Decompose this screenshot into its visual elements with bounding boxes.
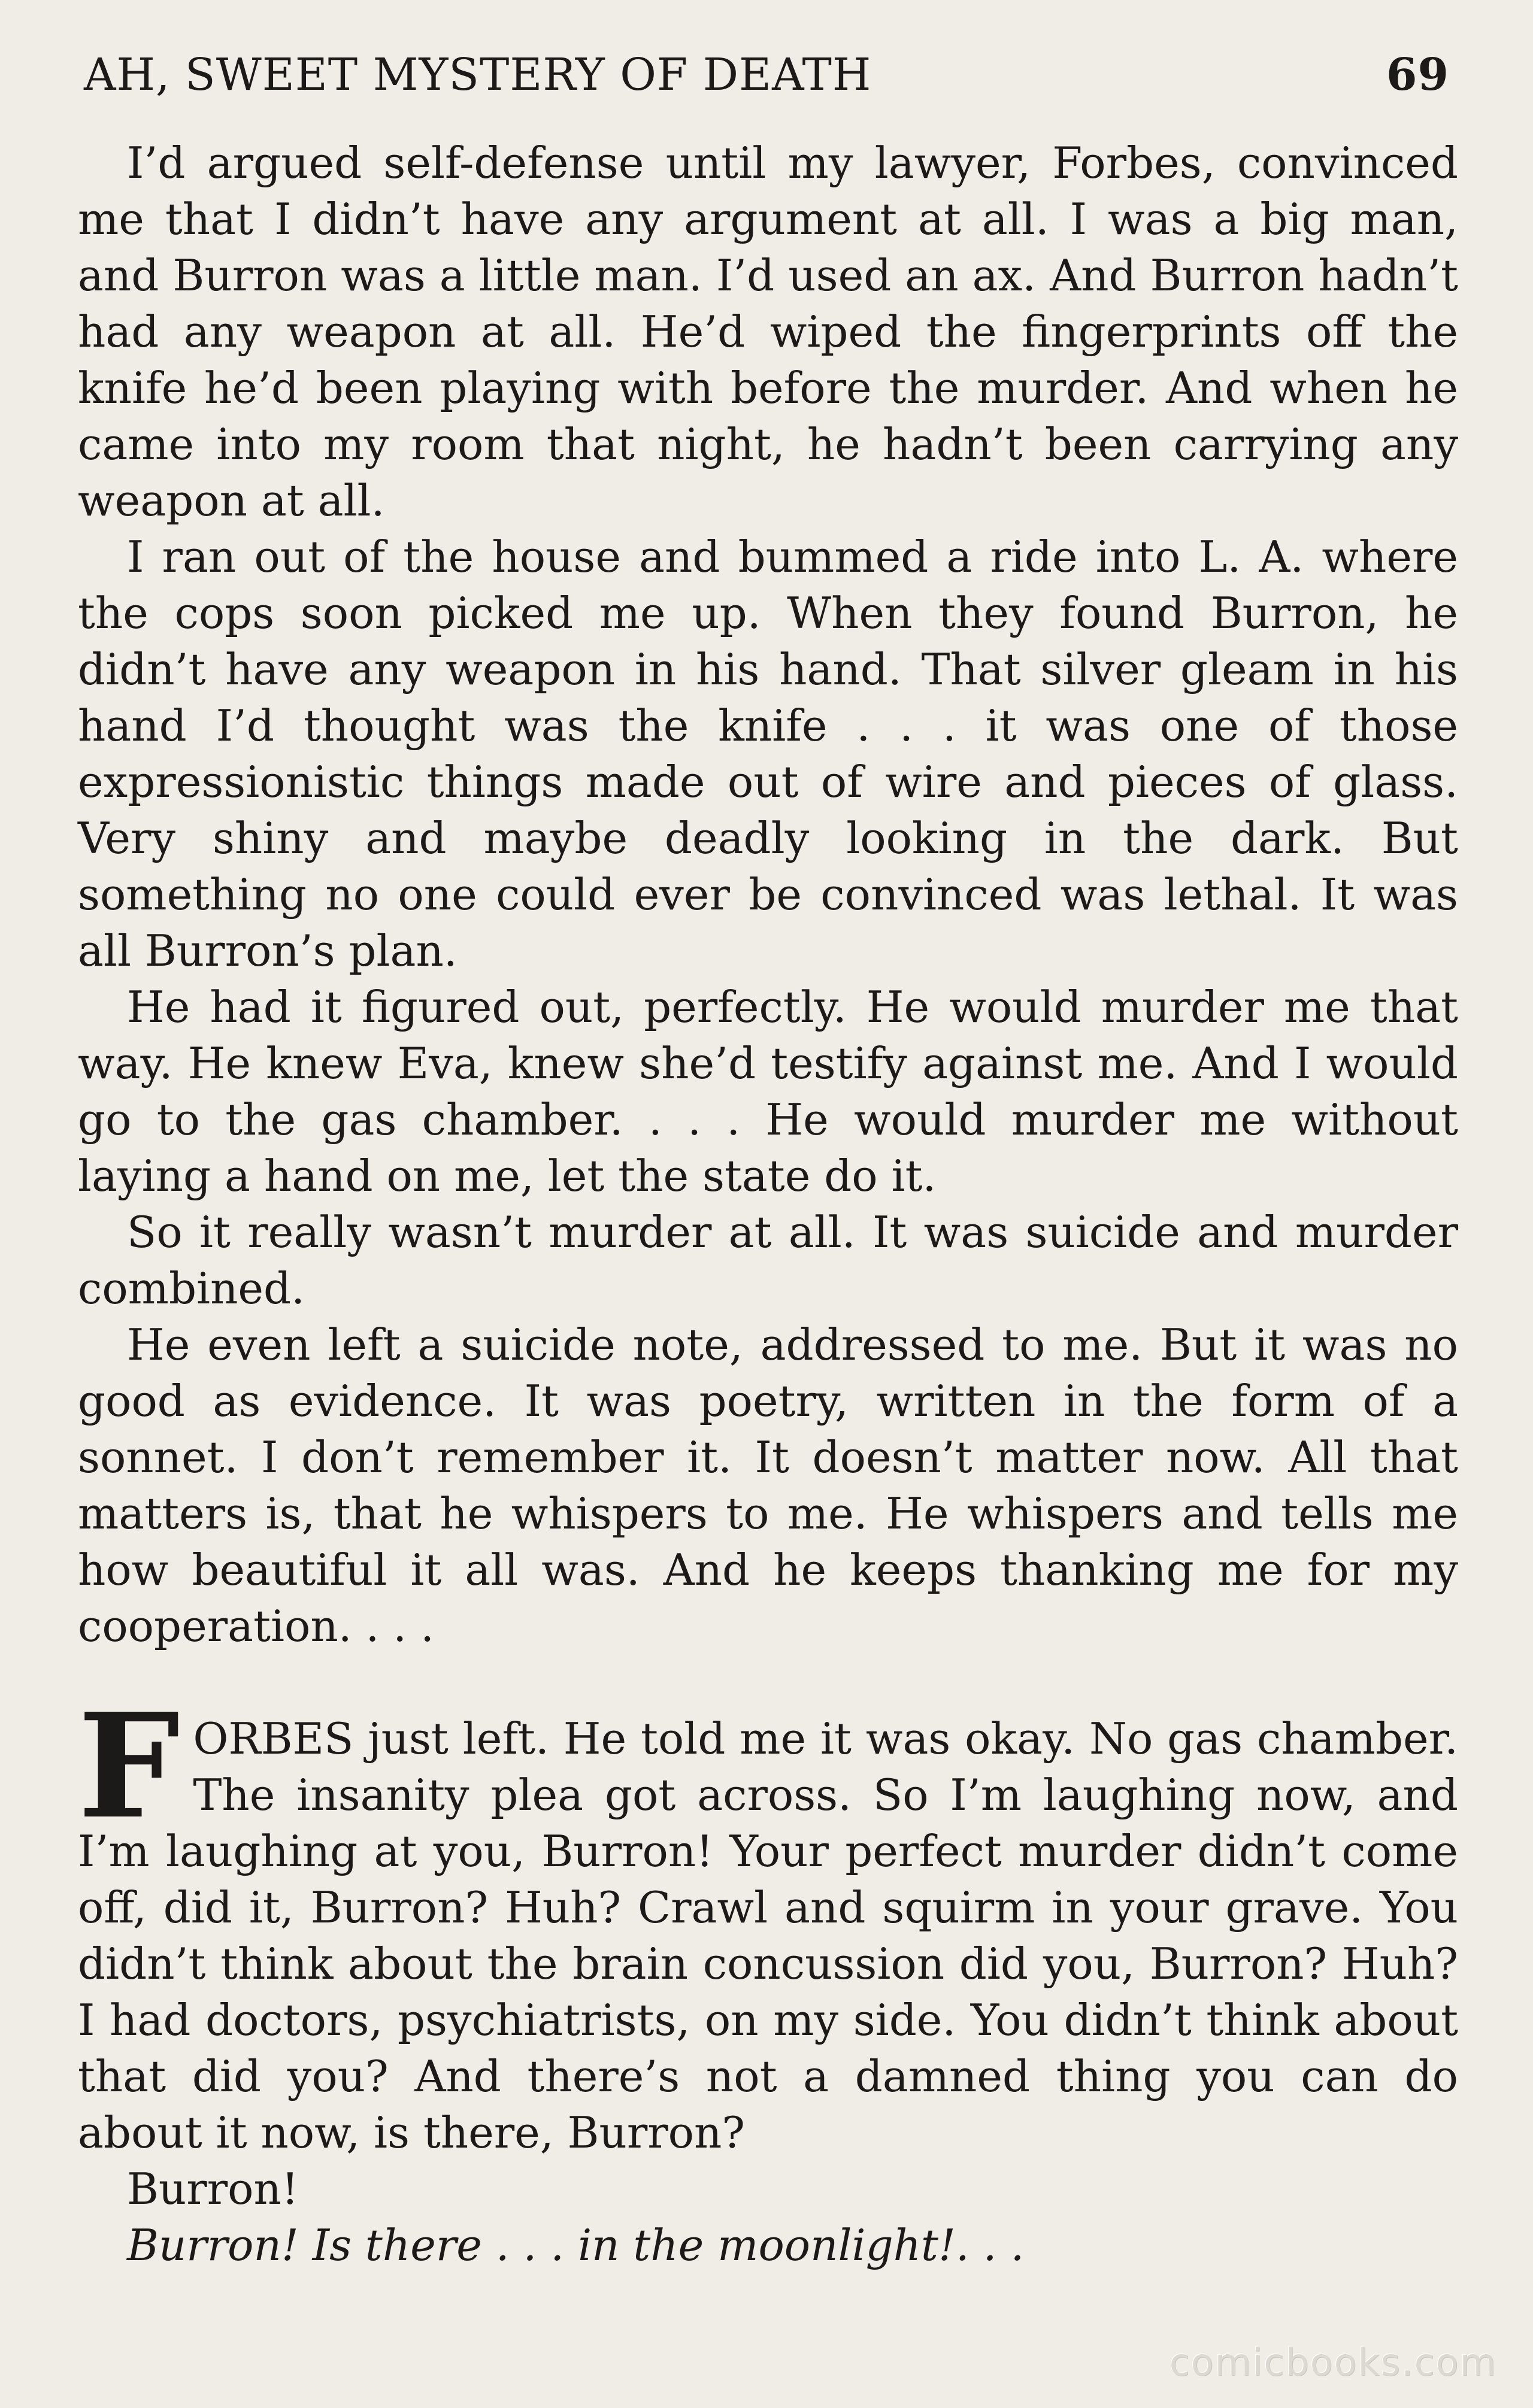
- drop-cap: F: [78, 1682, 180, 1851]
- story-body: [78, 135, 1458, 2273]
- page-number: 69: [1386, 49, 1449, 101]
- running-head: [84, 42, 1449, 108]
- dropcap-paragraph: [78, 1682, 1458, 2161]
- paragraph: So it really wasn’t murder at all. It was suicide and murder combined.: [78, 1207, 1458, 1314]
- paragraph: He had it figured out, perfectly. He would murder me that way. He knew Eva, knew she’d testify against me. And I would go to the gas chamber. . . . He would murder me without laying a hand on me, let the state do it.: [78, 982, 1458, 1201]
- watermark: comicbooks.com: [1169, 2340, 1497, 2384]
- section-break: [78, 1654, 1458, 1711]
- paragraph: He even left a suicide note, addressed to me. But it was no good as evidence. It was poetry, written in the form of a sonnet. I don’t remember it. It doesn’t matter now. All that matters is, that he whispers to me. He whispers and tells me how beautiful it all was. And he keeps thanking me for my cooperation. . . .: [78, 1320, 1458, 1651]
- paragraph: I ran out of the house and bummed a ride into L. A. where the cops soon picked me up. When they found Burron, he didn’t have any weapon in his hand. That silver gleam in his hand I’d thought was the knife . . . it was one of those expressionistic things made out of wire and pieces of glass. Very shiny and maybe deadly looking in the dark. But something no one could ever be convinced was lethal. It was all Burron’s plan.: [78, 532, 1458, 976]
- closing-line: Burron! Is there . . . in the moonlight!. . .: [127, 2220, 1025, 2270]
- paragraph: I’d argued self-defense until my lawyer, Forbes, convinced me that I didn’t have any argument at all. I was a big man, and Burron was a little man. I’d used an ax. And Burron hadn’t had any weapon at all. He’d wiped the fingerprints off the knife he’d been playing with before the murder. And when he came into my room that night, he hadn’t been carrying any weapon at all.: [78, 138, 1458, 526]
- paragraph-text: ORBES just left. He told me it was okay. No gas chamber. The insanity plea got across. So I’m laughing now, and I’m laughing at you, Burron! Your perfect murder didn’t come off, did it, Burron? Huh? Crawl and squirm in your grave. You didn’t think about the brain concussion did you, Burron? Huh? I had doctors, psychiatrists, on my side. You didn’t think about that did you? And there’s not a damned thing you can do about it now, is there, Burron?: [78, 1713, 1458, 2158]
- paragraph: Burron!: [127, 2164, 299, 2214]
- story-title: AH, SWEET MYSTERY OF DEATH: [84, 49, 872, 101]
